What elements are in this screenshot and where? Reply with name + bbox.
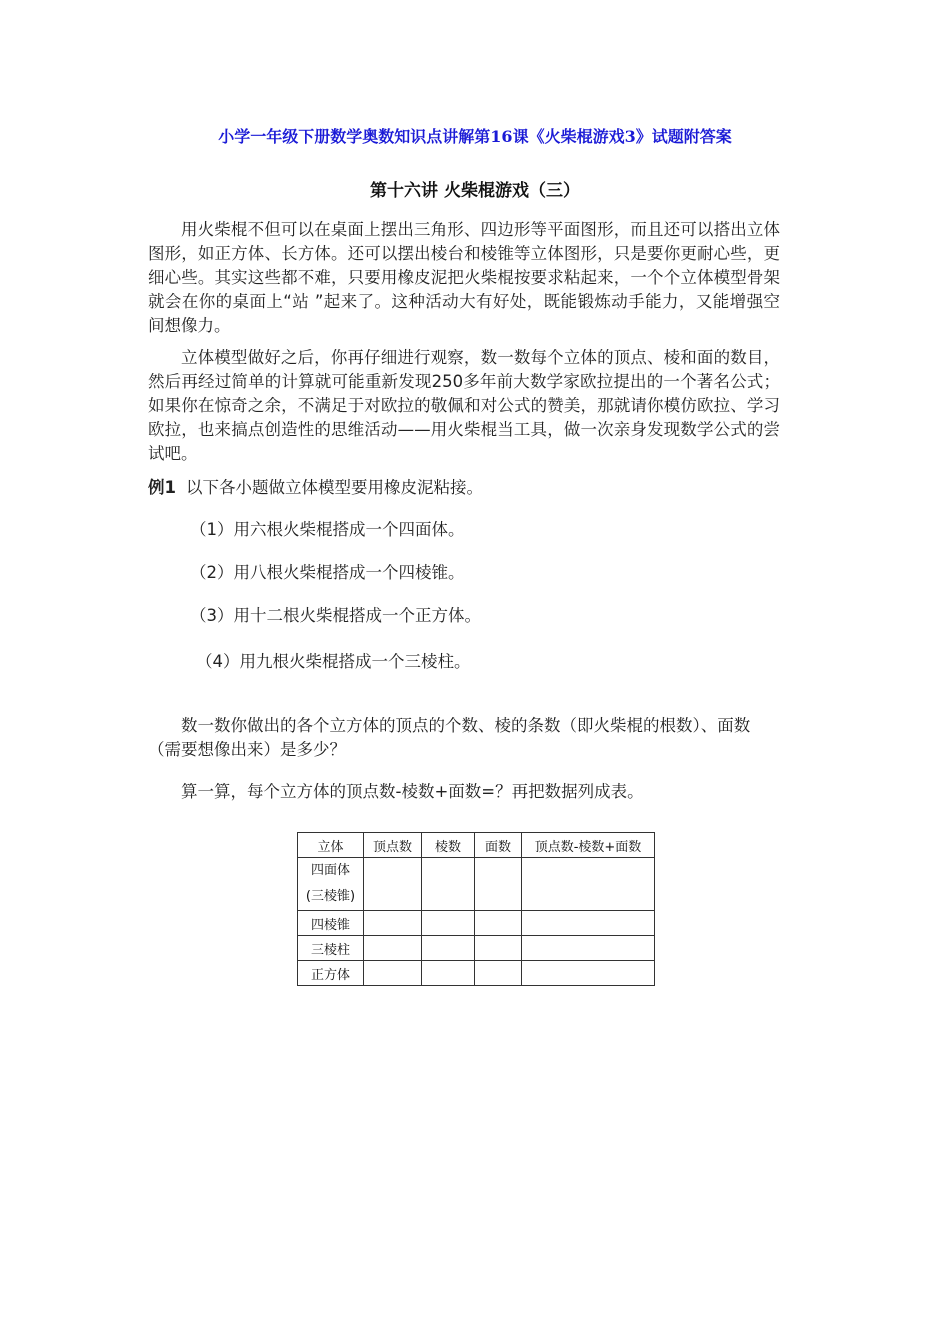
table-row xyxy=(298,936,655,961)
table-cell xyxy=(475,858,522,911)
table-header-cell: 棱数 xyxy=(422,833,475,858)
table-cell xyxy=(522,936,655,961)
table-row-label: 正方体 xyxy=(298,961,364,986)
table-row-label-line: (三棱锥) xyxy=(305,889,356,904)
table-cell xyxy=(422,911,475,936)
data-table xyxy=(297,832,655,986)
example-item-2: （2）用八根火柴棍搭成一个四棱锥。 xyxy=(190,563,465,582)
table-header-row xyxy=(298,833,655,858)
lecture-title: 第十六讲 火柴棍游戏（三） xyxy=(370,181,580,201)
table-row-label xyxy=(298,858,364,911)
table-row-label-line: 四面体 xyxy=(310,863,350,878)
table-header-cell: 立体 xyxy=(298,833,364,858)
table-cell xyxy=(475,961,522,986)
table-header-cell: 顶点数-棱数+面数 xyxy=(522,833,655,858)
table-cell xyxy=(364,911,422,936)
table-cell xyxy=(364,936,422,961)
question-compute: 算一算，每个立方体的顶点数-棱数+面数=？再把数据列成表。 xyxy=(181,782,644,801)
table-row-label: 四棱锥 xyxy=(298,911,364,936)
table-cell xyxy=(522,858,655,911)
table-cell xyxy=(475,936,522,961)
table-cell xyxy=(364,961,422,986)
table-cell xyxy=(422,961,475,986)
example-item-1: （1）用六根火柴棍搭成一个四面体。 xyxy=(190,520,465,539)
table-cell xyxy=(522,961,655,986)
document-title: 小学一年级下册数学奥数知识点讲解第16课《火柴棍游戏3》试题附答案 xyxy=(218,127,732,146)
example-item-4: （4）用九根火柴棍搭成一个三棱柱。 xyxy=(196,652,471,671)
table-cell xyxy=(422,936,475,961)
table-row xyxy=(298,858,655,911)
table-cell xyxy=(522,911,655,936)
example-text: 以下各小题做立体模型要用橡皮泥粘接。 xyxy=(185,478,483,497)
table-cell xyxy=(364,858,422,911)
table-header-cell: 面数 xyxy=(475,833,522,858)
table-cell xyxy=(475,911,522,936)
example-item-3: （3）用十二根火柴棍搭成一个正方体。 xyxy=(190,606,481,625)
example-label: 例1 xyxy=(148,478,176,497)
data-table-container xyxy=(297,832,655,986)
intro-paragraph: 用火柴棍不但可以在桌面上摆出三角形、四边形等平面图形，而且还可以搭出立体图形，如正方体、长方体。还可以摆出棱台和棱锥等立体图形，只是要你更耐心些，更细心些。其实这些都不难，只要用橡皮泥把火柴棍按要求粘起来，一个个立体模型骨架就会在你的桌面上“站 ”起来了。这种活动大有好处，既能锻炼动手能力，又能增强空间想像力。 xyxy=(148,220,780,335)
table-row xyxy=(298,911,655,936)
question-count: 数一数你做出的各个立方体的顶点的个数、棱的条数（即火柴棍的根数）、面数（需要想像出来）是多少？ xyxy=(148,716,751,759)
table-row xyxy=(298,961,655,986)
table-row-label: 三棱柱 xyxy=(298,936,364,961)
example-heading xyxy=(148,474,483,498)
euler-paragraph: 立体模型做好之后，你再仔细进行观察，数一数每个立体的顶点、棱和面的数目，然后再经过简单的计算就可能重新发现250多年前大数学家欧拉提出的一个著名公式；如果你在惊奇之余，不满足于对欧拉的敬佩和对公式的赞美，那就请你模仿欧拉、学习欧拉，也来搞点创造性的思维活动——用火柴棍当工具，做一次亲身发现数学公式的尝试吧。 xyxy=(148,348,780,463)
table-header-cell: 顶点数 xyxy=(364,833,422,858)
table-cell xyxy=(422,858,475,911)
